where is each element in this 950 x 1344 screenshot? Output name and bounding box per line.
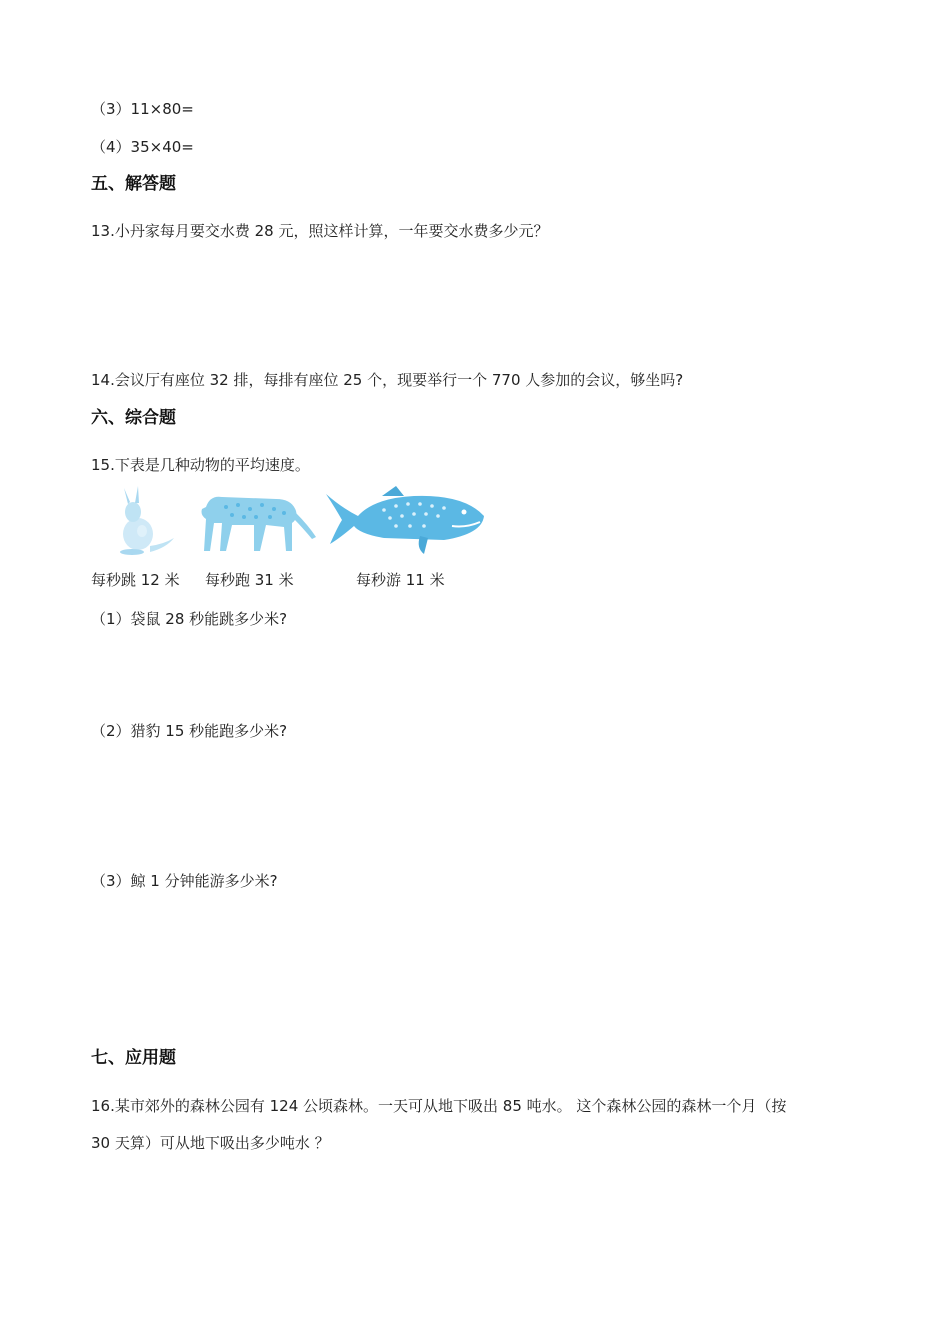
kangaroo-speed-caption: 每秒跳 12 米 (91, 571, 180, 589)
section-heading-7: 七、应用题 (91, 1048, 176, 1068)
sub-question-3: （3）鲸 1 分钟能游多少米? (91, 872, 278, 890)
leopard-speed-caption: 每秒跑 31 米 (205, 571, 294, 589)
whale-shark-icon (324, 486, 488, 556)
question-15: 15.下表是几种动物的平均速度。 (91, 456, 310, 474)
question-16-line-2: 30 天算）可从地下吸出多少吨水 ？ (91, 1134, 330, 1152)
question-13: 13.小丹家每月要交水费 28 元，照这样计算，一年要交水费多少元？ (91, 222, 549, 240)
kangaroo-icon (100, 486, 178, 558)
section-heading-6: 六、综合题 (91, 408, 176, 428)
section-heading-5: 五、解答题 (91, 174, 176, 194)
whale-speed-caption: 每秒游 11 米 (356, 571, 445, 589)
calc-item-3: （3）11×80= (91, 100, 194, 118)
sub-question-2: （2）猎豹 15 秒能跑多少米? (91, 722, 288, 740)
sub-question-1: （1）袋鼠 28 秒能跳多少米? (91, 610, 288, 628)
question-14: 14.会议厅有座位 32 排，每排有座位 25 个，现要举行一个 770 人参加的会议，够坐吗? (91, 371, 684, 389)
leopard-icon (196, 485, 320, 557)
calc-item-4: （4）35×40= (91, 138, 194, 156)
question-16-line-1: 16.某市郊外的森林公园有 124 公顷森林。一天可从地下吸出 85 吨水。 这个森林公园的森林一个月（按 (91, 1097, 787, 1115)
